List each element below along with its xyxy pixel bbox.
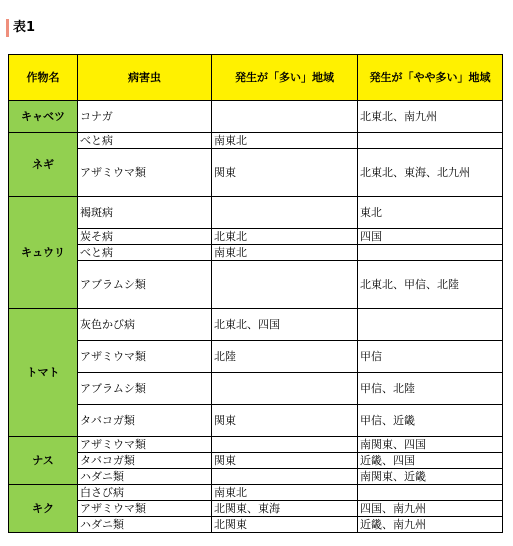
many-cell: 関東	[212, 453, 358, 469]
many-cell	[212, 101, 358, 133]
header-somewhat: 発生が「やや多い」地域	[358, 55, 503, 101]
table-row	[9, 453, 503, 469]
table-caption	[6, 19, 35, 37]
table-row	[9, 501, 503, 517]
somewhat-cell: 四国	[358, 229, 503, 245]
many-cell	[212, 261, 358, 309]
many-cell: 北関東、東海	[212, 501, 358, 517]
header-row	[9, 55, 503, 101]
somewhat-cell	[358, 245, 503, 261]
crop-name: キャベツ	[9, 101, 78, 133]
somewhat-cell: 北東北、南九州	[358, 101, 503, 133]
caption-text: 表1	[13, 20, 36, 35]
somewhat-cell: 近畿、四国	[358, 453, 503, 469]
pest-cell: 褐斑病	[78, 197, 212, 229]
pest-cell: コナガ	[78, 101, 212, 133]
crop-name: ネギ	[9, 133, 78, 197]
many-cell: 北関東	[212, 517, 358, 533]
many-cell: 南東北	[212, 245, 358, 261]
crop-name: ナス	[9, 437, 78, 485]
crop-name: トマト	[9, 309, 78, 437]
pest-cell: ハダニ類	[78, 517, 212, 533]
somewhat-cell: 甲信	[358, 341, 503, 373]
pest-cell: べと病	[78, 245, 212, 261]
pest-cell: タバコガ類	[78, 405, 212, 437]
somewhat-cell: 四国、南九州	[358, 501, 503, 517]
somewhat-cell: 南関東、近畿	[358, 469, 503, 485]
many-cell: 北東北	[212, 229, 358, 245]
crop-name: キュウリ	[9, 197, 78, 309]
somewhat-cell: 甲信、北陸	[358, 373, 503, 405]
somewhat-cell: 北東北、甲信、北陸	[358, 261, 503, 309]
many-cell: 北東北、四国	[212, 309, 358, 341]
many-cell	[212, 373, 358, 405]
pest-cell: アブラムシ類	[78, 261, 212, 309]
somewhat-cell	[358, 133, 503, 149]
pest-cell: アザミウマ類	[78, 501, 212, 517]
table-row	[9, 341, 503, 373]
somewhat-cell	[358, 309, 503, 341]
table-row	[9, 133, 503, 149]
table-row	[9, 101, 503, 133]
caption-accent-bar	[6, 19, 9, 37]
somewhat-cell: 甲信、近畿	[358, 405, 503, 437]
pest-occurrence-table	[8, 54, 503, 533]
table-row	[9, 309, 503, 341]
many-cell	[212, 197, 358, 229]
many-cell	[212, 469, 358, 485]
table-row	[9, 437, 503, 453]
pest-cell: 灰色かび病	[78, 309, 212, 341]
many-cell: 南東北	[212, 133, 358, 149]
pest-cell: べと病	[78, 133, 212, 149]
header-many: 発生が「多い」地域	[212, 55, 358, 101]
many-cell: 北陸	[212, 341, 358, 373]
pest-cell: 炭そ病	[78, 229, 212, 245]
many-cell	[212, 437, 358, 453]
table-row	[9, 517, 503, 533]
pest-cell: アザミウマ類	[78, 437, 212, 453]
many-cell: 関東	[212, 405, 358, 437]
table-row	[9, 261, 503, 309]
table-row	[9, 197, 503, 229]
table-row	[9, 149, 503, 197]
somewhat-cell: 東北	[358, 197, 503, 229]
somewhat-cell: 南関東、四国	[358, 437, 503, 453]
table-row	[9, 405, 503, 437]
table-row	[9, 245, 503, 261]
pest-cell: ハダニ類	[78, 469, 212, 485]
table-row	[9, 229, 503, 245]
pest-cell: アザミウマ類	[78, 149, 212, 197]
many-cell: 関東	[212, 149, 358, 197]
somewhat-cell: 近畿、南九州	[358, 517, 503, 533]
table-row	[9, 469, 503, 485]
somewhat-cell: 北東北、東海、北九州	[358, 149, 503, 197]
header-crop: 作物名	[9, 55, 78, 101]
pest-cell: タバコガ類	[78, 453, 212, 469]
header-pest: 病害虫	[78, 55, 212, 101]
crop-name: キク	[9, 485, 78, 533]
table-row	[9, 373, 503, 405]
table-row	[9, 485, 503, 501]
somewhat-cell	[358, 485, 503, 501]
pest-cell: アブラムシ類	[78, 373, 212, 405]
many-cell: 南東北	[212, 485, 358, 501]
pest-cell: アザミウマ類	[78, 341, 212, 373]
pest-cell: 白さび病	[78, 485, 212, 501]
